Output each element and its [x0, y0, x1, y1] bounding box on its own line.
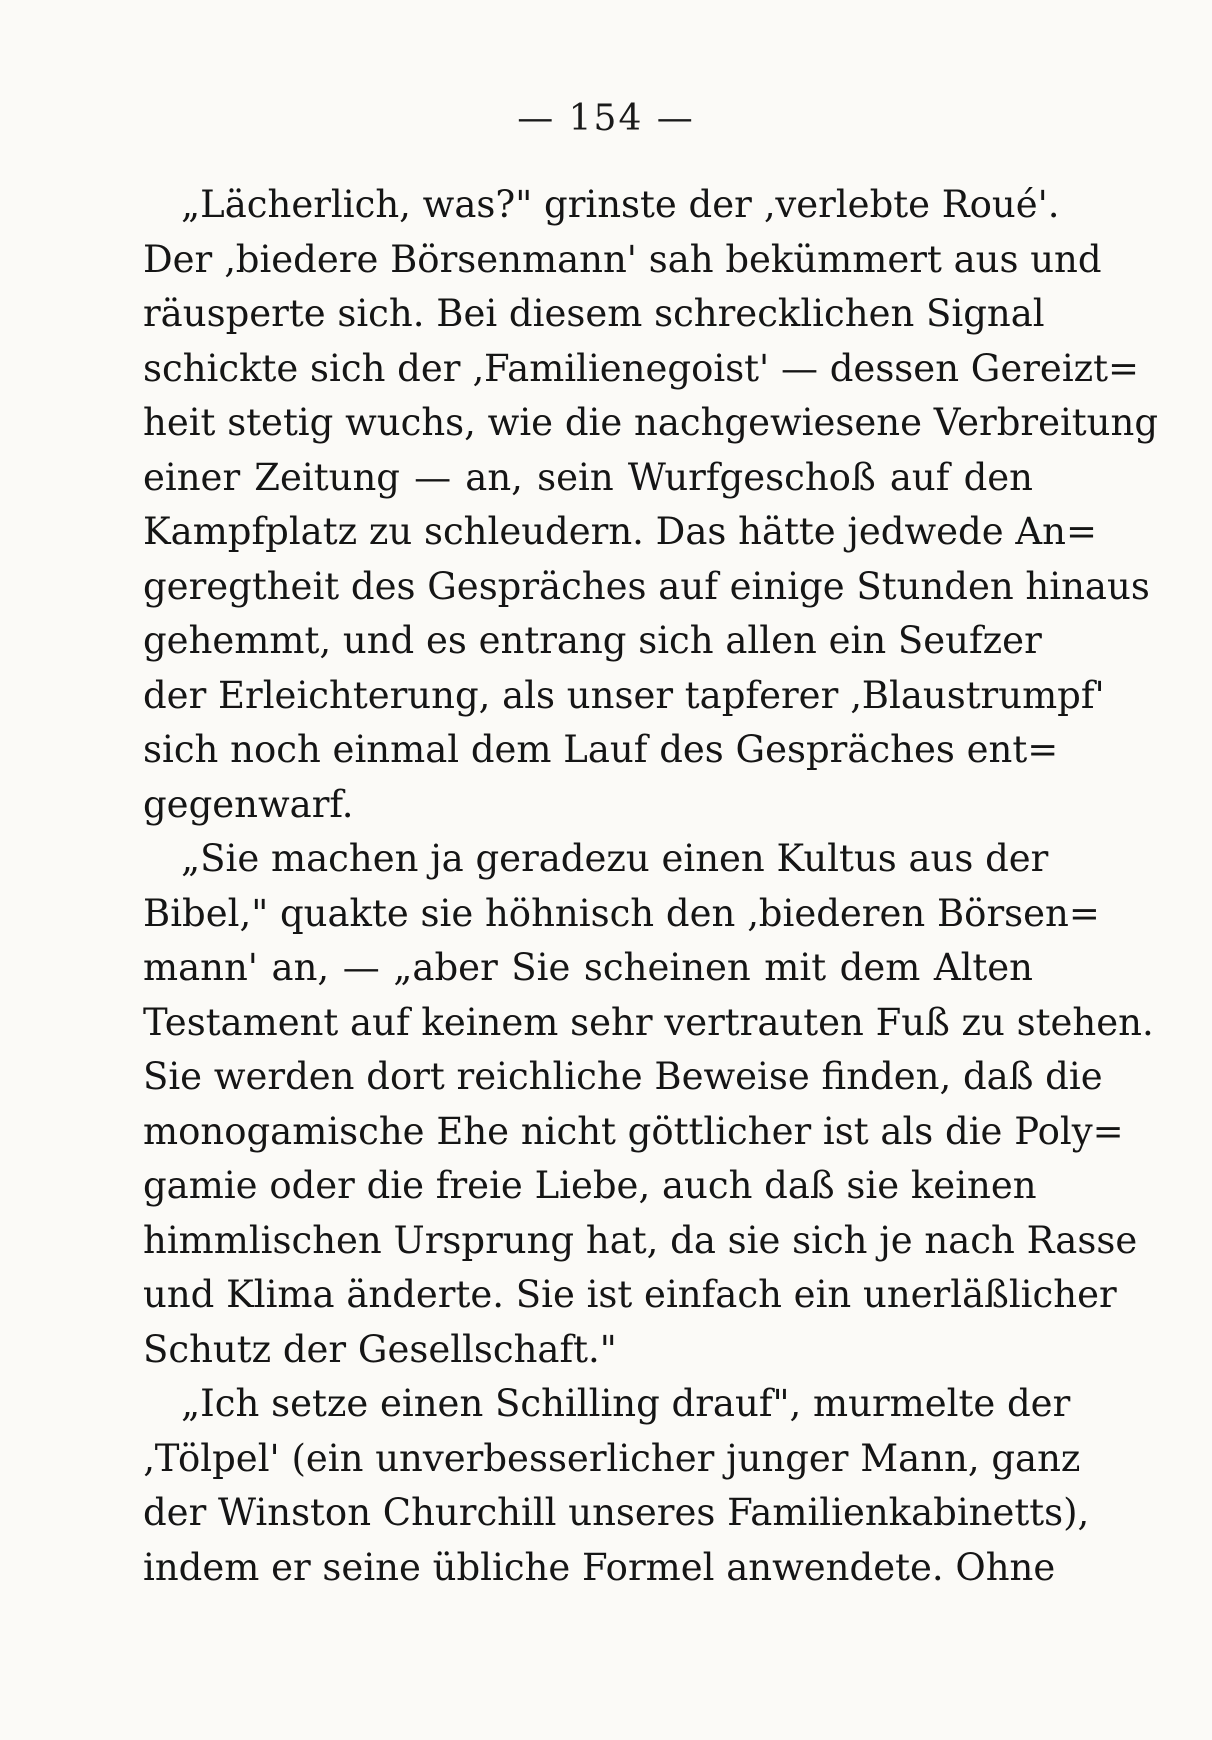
text-line: ‚Tölpel' (ein unverbesserlicher junger Mann, ganz [143, 1436, 1081, 1480]
text-line: sich noch einmal dem Lauf des Gespräches ent= [143, 728, 1059, 771]
body-text [143, 178, 1159, 1595]
text-line: Sie werden dort reichliche Beweise finden, daß die [143, 1055, 1103, 1098]
text-line: himmlischen Ursprung hat, da sie sich je nach Rasse [143, 1218, 1138, 1262]
text-line: „Ich setze einen Schilling drauf", murmelte der [181, 1382, 1071, 1425]
text-line: gehemmt, und es entrang sich allen ein Seufzer [143, 619, 1042, 662]
page-number: — 154 — [517, 98, 695, 139]
text-line: gegenwarf. [143, 782, 354, 826]
text-line: einer Zeitung — an, sein Wurfgeschoß auf den [143, 455, 1033, 499]
text-line: „Lächerlich, was?" grinste der ‚verlebte Roué'. [181, 183, 1060, 226]
text-line: und Klima änderte. Sie ist einfach ein unerläßlicher [143, 1273, 1117, 1316]
text-line: „Sie machen ja geradezu einen Kultus aus der [181, 837, 1049, 880]
text-line: mann' an, — „aber Sie scheinen mit dem Alten [143, 946, 1033, 989]
text-line: räusperte sich. Bei diesem schrecklichen Signal [143, 292, 1045, 335]
text-line: der Winston Churchill unseres Familienkabinetts), [143, 1491, 1090, 1534]
text-line: schickte sich der ‚Familienegoist' — dessen Gereizt= [143, 346, 1140, 390]
text-line: Schutz der Gesellschaft." [143, 1327, 617, 1371]
text-line: gamie oder die freie Liebe, auch daß sie keinen [143, 1164, 1037, 1207]
text-line: Kampfplatz zu schleudern. Das hätte jedwede An= [143, 510, 1097, 553]
text-line: der Erleichterung, als unser tapferer ‚Blaustrumpf' [143, 673, 1105, 717]
text-line: monogamische Ehe nicht göttlicher ist als die Poly= [143, 1109, 1124, 1153]
text-line: geregtheit des Gespräches auf einige Stunden hinaus [143, 564, 1150, 608]
text-line: indem er seine übliche Formel anwendete. Ohne [143, 1545, 1056, 1589]
text-line: heit stetig wuchs, wie die nachgewiesene Verbreitung [143, 401, 1159, 444]
text-line: Der ‚biedere Börsenmann' sah bekümmert aus und [143, 237, 1102, 281]
text-line: Testament auf keinem sehr vertrauten Fuß zu stehen. [143, 1000, 1154, 1044]
text-line: Bibel," quakte sie höhnisch den ‚biederen Börsen= [143, 891, 1100, 935]
